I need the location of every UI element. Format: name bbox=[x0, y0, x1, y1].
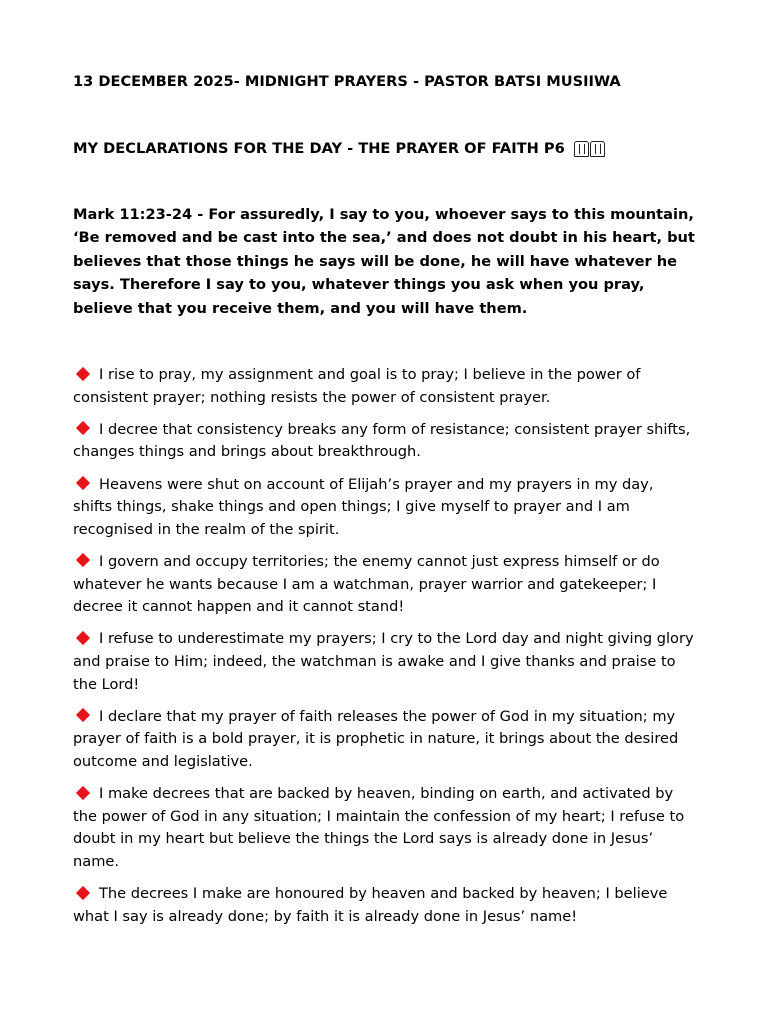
list-item bbox=[73, 474, 696, 542]
list-item bbox=[73, 364, 696, 409]
list-item bbox=[73, 628, 696, 696]
red-diamond-icon bbox=[76, 553, 90, 567]
declaration-text: I decree that consistency breaks any form of resistance; consistent prayer shifts, changes things and brings about breakthrough. bbox=[73, 420, 691, 461]
list-item bbox=[73, 783, 696, 873]
declarations-list bbox=[73, 364, 696, 928]
declaration-text: I govern and occupy territories; the enemy cannot just express himself or do whatever he wants because I am a watchman, prayer warrior and gatekeeper; I decree it cannot happen and it cannot stand! bbox=[73, 552, 660, 616]
declarations-heading bbox=[73, 137, 696, 160]
red-diamond-icon bbox=[76, 885, 90, 899]
list-item bbox=[73, 551, 696, 619]
praying-hands-icon bbox=[574, 141, 605, 157]
red-diamond-icon bbox=[76, 421, 90, 435]
red-diamond-icon bbox=[76, 476, 90, 490]
list-item bbox=[73, 883, 696, 928]
declaration-text: Heavens were shut on account of Elijah’s prayer and my prayers in my day, shifts things, shake things and open things; I give myself to prayer and I am recognised in the realm of the spirit. bbox=[73, 475, 654, 538]
list-item bbox=[73, 706, 696, 774]
red-diamond-icon bbox=[76, 708, 90, 722]
date-heading: 13 DECEMBER 2025- MIDNIGHT PRAYERS - PASTOR BATSI MUSIIWA bbox=[73, 73, 621, 90]
declaration-text: I refuse to underestimate my prayers; I cry to the Lord day and night giving glory and praise to Him; indeed, the watchman is awake and I give thanks and praise to the Lord! bbox=[73, 630, 694, 693]
red-diamond-icon bbox=[76, 786, 90, 800]
declaration-text: The decrees I make are honoured by heaven and backed by heaven; I believe what I say is already done; by faith it is already done in Jesus’ name! bbox=[73, 885, 668, 925]
list-item bbox=[73, 419, 696, 464]
red-diamond-icon bbox=[76, 366, 90, 380]
declarations-heading-text: MY DECLARATIONS FOR THE DAY - THE PRAYER OF FAITH P6 bbox=[73, 140, 565, 157]
declaration-text: I declare that my prayer of faith releases the power of God in my situation; my prayer of faith is a bold prayer, it is prophetic in nature, it brings about the desired outcome and legislative. bbox=[73, 707, 679, 770]
declaration-text: I rise to pray, my assignment and goal is to pray; I believe in the power of consistent prayer; nothing resists the power of consistent prayer. bbox=[73, 366, 641, 406]
red-diamond-icon bbox=[76, 631, 90, 645]
scripture-passage: Mark 11:23-24 - For assuredly, I say to you, whoever says to this mountain, ‘Be removed and be cast into the sea,’ and does not doubt in his heart, but believes that those things he says will be done, he will have whatever he says. Therefore I say to you, whatever things you ask when you pray, believe that you receive them, and you will have them. bbox=[73, 206, 695, 317]
declaration-text: I make decrees that are backed by heaven, binding on earth, and activated by the power of God in any situation; I maintain the confession of my heart; I refuse to doubt in my heart but believe the things the Lord says is already done in Jesus’ name. bbox=[73, 785, 685, 870]
